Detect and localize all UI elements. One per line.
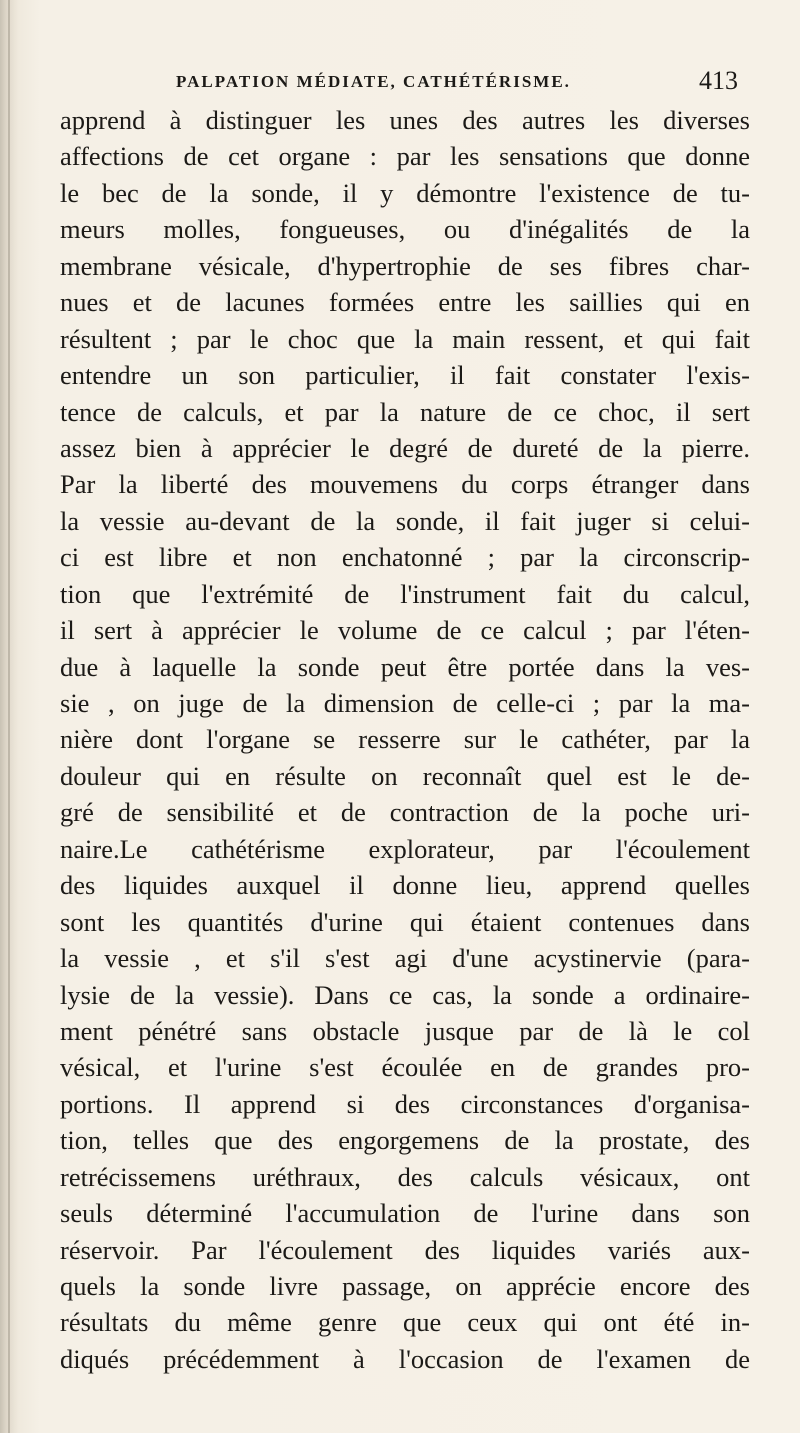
text-line: tion que l'extrémité de l'instrument fait du calcul, xyxy=(60,578,750,609)
text-line: ci est libre et non enchatonné ; par la circonscrip- xyxy=(60,542,750,573)
text-line: Par la liberté des mouvemens du corps étranger dans xyxy=(60,469,750,500)
page-number: 413 xyxy=(699,66,738,95)
text-line: retrécissemens uréthraux, des calculs vésicaux, ont xyxy=(60,1161,750,1192)
text-line: réservoir. Par l'écoulement des liquides variés aux- xyxy=(60,1234,750,1265)
text-line: due à laquelle la sonde peut être portée dans la ves- xyxy=(60,651,750,682)
text-line: tion, telles que des engorgemens de la prostate, des xyxy=(60,1125,750,1156)
text-line: tence de calculs, et par la nature de ce choc, il sert xyxy=(60,396,750,427)
text-line: portions. Il apprend si des circonstances d'organisa- xyxy=(60,1088,750,1119)
text-line: entendre un son particulier, il fait constater l'exis- xyxy=(60,360,750,391)
text-line: lysie de la vessie). Dans ce cas, la sonde a ordinaire- xyxy=(60,979,750,1010)
text-line: quels la sonde livre passage, on apprécie encore des xyxy=(60,1271,750,1301)
running-title: PALPATION MÉDIATE, CATHÉTÉRISME. xyxy=(176,72,571,91)
text-line: ment pénétré sans obstacle jusque par de là le col xyxy=(60,1015,750,1046)
text-line: résultats du même genre que ceux qui ont été in- xyxy=(60,1307,750,1338)
text-line: nues et de lacunes formées entre les saillies qui en xyxy=(60,287,750,318)
text-line: seuls déterminé l'accumulation de l'urine dans son xyxy=(60,1198,750,1229)
text-line: apprend à distinguer les unes des autres les diverses xyxy=(60,105,750,135)
text-line: des liquides auxquel il donne lieu, apprend quelles xyxy=(60,870,750,901)
text-line: vésical, et l'urine s'est écoulée en de grandes pro- xyxy=(60,1052,750,1083)
text-line: sont les quantités d'urine qui étaient contenues dans xyxy=(60,906,750,937)
text-line: affections de cet organe : par les sensations que donne xyxy=(60,141,750,172)
text-line: diqués précédemment à l'occasion de l'examen de xyxy=(60,1343,750,1374)
binding-gutter xyxy=(8,0,10,1433)
text-line: il sert à apprécier le volume de ce calcul ; par l'éten- xyxy=(60,615,750,646)
text-line: meurs molles, fongueuses, ou d'inégalités de la xyxy=(60,214,750,245)
text-line: sie , on juge de la dimension de celle-ci ; par la ma- xyxy=(60,688,750,718)
text-line: la vessie , et s'il s'est agi d'une acystinervie (para- xyxy=(60,943,750,974)
text-line: résultent ; par le choc que la main ressent, et qui fait xyxy=(60,323,750,354)
page-header xyxy=(176,66,738,98)
text-line: naire.Le cathétérisme explorateur, par l'écoulement xyxy=(60,833,750,864)
text-line: gré de sensibilité et de contraction de la poche uri- xyxy=(60,797,750,828)
text-line: membrane vésicale, d'hypertrophie de ses fibres char- xyxy=(60,250,750,281)
text-line: assez bien à apprécier le degré de dureté de la pierre. xyxy=(60,432,750,463)
text-line: la vessie au-devant de la sonde, il fait juger si celui- xyxy=(60,505,750,536)
text-line: douleur qui en résulte on reconnaît quel est le de- xyxy=(60,760,750,791)
body-text xyxy=(60,102,750,1377)
text-line: le bec de la sonde, il y démontre l'existence de tu- xyxy=(60,177,750,208)
text-line: nière dont l'organe se resserre sur le cathéter, par la xyxy=(60,724,750,755)
